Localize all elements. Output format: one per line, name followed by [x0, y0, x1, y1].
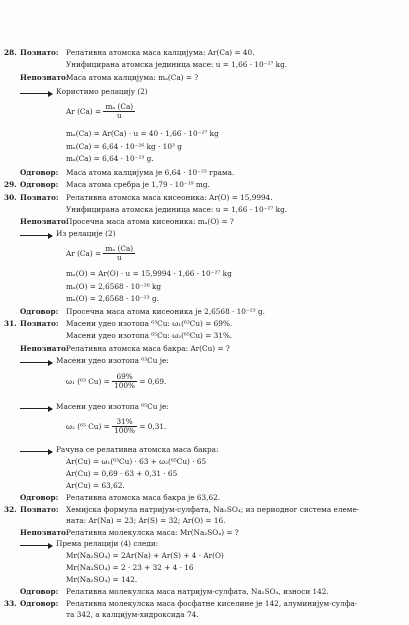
problem-number: 32.	[4, 505, 17, 514]
calc-line: mₐ(O) = 2,6568 · 10⁻²⁶ kg	[66, 282, 162, 291]
numerator: mₐ (Ca)	[105, 102, 134, 111]
problem-number: 29.	[4, 180, 17, 189]
problem-number: 33.	[4, 599, 17, 608]
denominator: u	[103, 111, 135, 120]
known-line: Масени удео изотопа ⁶³Cu: ω₁(⁶³Cu) = 69%.	[66, 319, 233, 328]
arrow-right-icon	[20, 545, 52, 546]
step-text: Из релације (2)	[56, 229, 116, 238]
known-label: Познато:	[20, 319, 59, 328]
unknown-label: Непознато:	[20, 528, 69, 537]
calc-line: mₐ(O) = Ar(O) · u = 15,9994 · 1,66 · 10⁻²⁷ kg	[66, 269, 232, 278]
calc-line: Ar(Cu) = 63,62.	[66, 481, 125, 490]
answer-text: Просечна маса атома кисеоника је 2,6568 · 10⁻²³ g.	[66, 307, 265, 316]
step-text: Масени удео изотопа ⁶³Cu је:	[56, 356, 169, 365]
known-line: Релативна атомска маса калцијума: Ar(Ca) = 40.	[66, 48, 255, 57]
formula-lhs: Ar (Ca) =	[66, 106, 102, 116]
known-line: Унифицирана атомска јединица масе: u = 1,66 · 10⁻²⁷ kg.	[66, 60, 288, 69]
known-line: Унифицирана атомска јединица масе: u = 1,66 · 10⁻²⁷ kg.	[66, 205, 288, 214]
numerator: 69%	[116, 372, 133, 381]
step-text: Рачуна се релативна атомска маса бакра:	[56, 445, 219, 454]
known-line: Релативна атомска маса кисеоника: Ar(O) = 15,9994.	[66, 193, 273, 202]
calc-line: mₐ(O) = 2,6568 · 10⁻²³ g.	[66, 294, 159, 303]
known-label: Познато:	[20, 505, 59, 514]
known-line: Масени удео изотопа ⁶⁵Cu: ω₂(⁶⁵Cu) = 31%.	[66, 331, 233, 340]
answer-text: Релативна молекулска маса натријум-сулфата, Na₂SO₄, износи 142.	[66, 587, 329, 596]
denominator: 100%	[114, 381, 135, 391]
calc-line: Ar(Cu) = 0,69 · 63 + 0,31 · 65	[66, 469, 178, 478]
formula-lhs: ω₂ (⁶⁵ Cu) =	[66, 421, 110, 431]
calc-line: Ar(Cu) = ω₁(⁶³Cu) · 63 + ω₂(⁶⁵Cu) · 65	[66, 457, 207, 466]
arrow-right-icon	[20, 408, 52, 409]
formula-lhs: Ar (Ca) =	[66, 248, 102, 258]
unknown-line: Маса атома калцијума: mₐ(Ca) = ?	[66, 73, 199, 82]
problem-number: 31.	[4, 319, 17, 328]
formula-lhs: ω₁ (⁶³ Cu) =	[66, 376, 110, 386]
known-label: Познато:	[20, 48, 59, 57]
numerator: mₐ (Ca)	[105, 244, 134, 253]
unknown-line: Релативна атомска маса бакра: Ar(Cu) = ?	[66, 344, 230, 353]
known-line: ната: Ar(Na) = 23; Ar(S) = 32; Ar(O) = 16.	[66, 516, 226, 525]
fraction	[112, 418, 137, 436]
answer-text: Релативна молекулска маса фосфатне киселине је 142, алуминијум-сулфа-	[66, 599, 358, 608]
answer-label: Одговор:	[20, 587, 59, 596]
problem-number: 30.	[4, 193, 17, 202]
fraction	[103, 103, 135, 121]
answer-label: Одговор:	[20, 180, 59, 189]
answer-label: Одговор:	[20, 307, 59, 316]
isotope-fraction	[66, 373, 166, 391]
isotope-fraction	[66, 418, 166, 436]
numerator: 31%	[116, 417, 133, 426]
calc-line: Mr(Na₂SO₄) = 2 · 23 + 32 + 4 · 16	[66, 563, 194, 572]
unknown-line: Просечна маса атома кисеоника: mₐ(O) = ?	[66, 217, 234, 226]
relation-formula	[66, 245, 135, 263]
known-line: Хемијска формула натријум-сулфата, Na₂SO₄; из периодног система елеме-	[66, 505, 360, 514]
arrow-right-icon	[20, 451, 52, 452]
unknown-label: Непознато:	[20, 217, 69, 226]
answer-label: Одговор:	[20, 168, 59, 177]
calc-line: mₐ(Ca) = 6,64 · 10⁻²³ g.	[66, 154, 154, 163]
step-text: Према релацији (4) следи:	[56, 539, 159, 548]
arrow-right-icon	[20, 93, 52, 94]
arrow-right-icon	[20, 235, 52, 236]
calc-line: mₐ(Ca) = Ar(Ca) · u = 40 · 1,66 · 10⁻²⁷ kg	[66, 129, 219, 138]
denominator: 100%	[114, 426, 135, 436]
step-text: Користимо релацију (2)	[56, 87, 148, 96]
unknown-line: Релативна молекулска маса: Mr(Na₂SO₄) = ?	[66, 528, 239, 537]
step-text: Масени удео изотопа ⁶⁵Cu је:	[56, 402, 169, 411]
answer-label: Одговор:	[20, 493, 59, 502]
answer-text: Релативна атомска маса бакра је 63,62.	[66, 493, 221, 502]
answer-text: Маса атома сребра је 1,79 · 10⁻¹⁹ mg.	[66, 180, 210, 189]
answer-text: та 342, а калцијум-хидроксида 74.	[66, 610, 199, 619]
fraction	[112, 373, 137, 391]
calc-line: Mr(Na₂SO₄) = 2Ar(Na) + Ar(S) + 4 · Ar(O)	[66, 551, 224, 560]
calc-line: Mr(Na₂SO₄) = 142.	[66, 575, 138, 584]
calc-line: mₐ(Ca) = 6,64 · 10⁻²⁶ kg · 10³ g	[66, 142, 182, 151]
problem-number: 28.	[4, 48, 17, 57]
formula-rhs: = 0,69.	[139, 376, 167, 386]
denominator: u	[103, 253, 135, 262]
known-label: Познато:	[20, 193, 59, 202]
relation-formula	[66, 103, 135, 121]
unknown-label: Непознато:	[20, 73, 69, 82]
arrow-right-icon	[20, 362, 52, 363]
answer-label: Одговор:	[20, 599, 59, 608]
fraction	[103, 245, 135, 263]
unknown-label: Непознато:	[20, 344, 69, 353]
formula-rhs: = 0,31.	[139, 421, 167, 431]
answer-text: Маса атома калцијума је 6,64 · 10⁻²³ грама.	[66, 168, 235, 177]
